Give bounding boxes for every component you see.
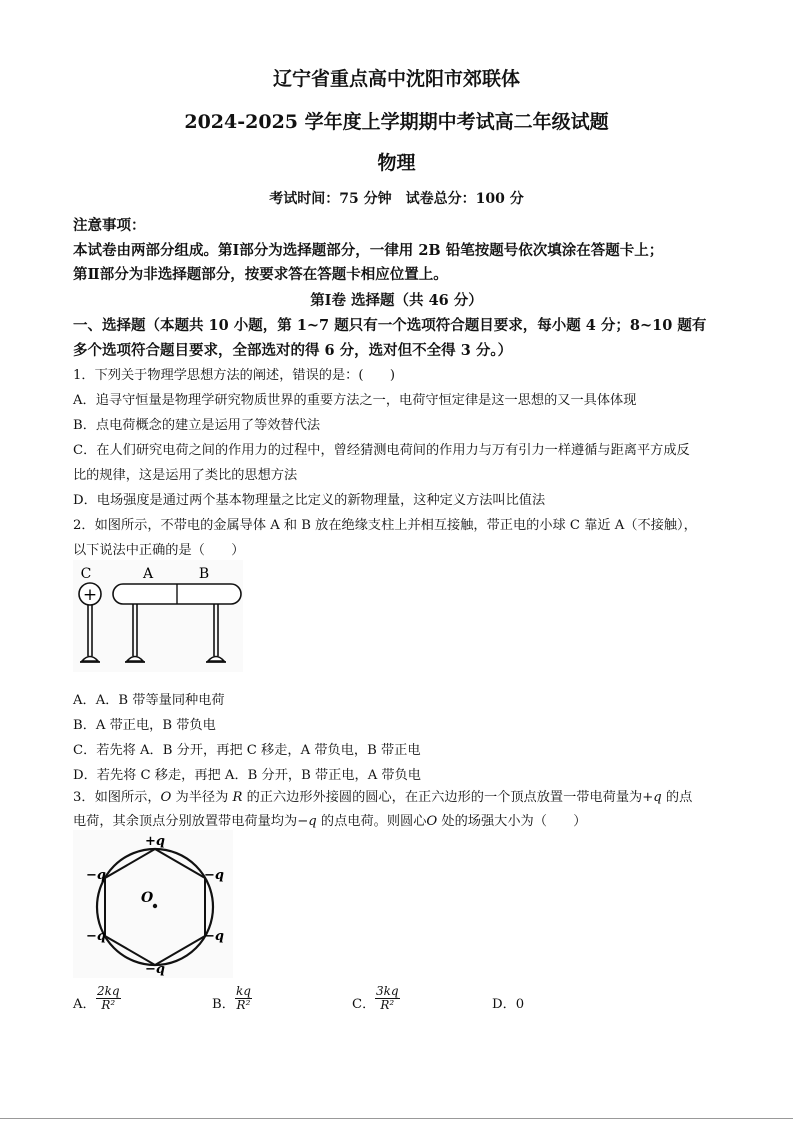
q1-option-c-line2: 比的规律，这是运用了类比的思想方法	[73, 468, 298, 483]
part1-title: 第Ⅰ卷 选择题（共 46 分）	[310, 292, 483, 309]
section-instructions-line1: 一、选择题（本题共 10 小题，第 1~7 题只有一个选项符合题目要求，每小题 4 分；8~10 题有	[73, 317, 707, 334]
q2-figure-conductors	[73, 560, 243, 672]
charge-upper-right: −q	[204, 868, 224, 883]
q3-option-c-label: C．	[352, 997, 376, 1012]
q1-stem: 1．下列关于物理学思想方法的阐述，错误的是：( )	[73, 368, 395, 383]
q1-option-c-line1: C．在人们研究电荷之间的作用力的过程中，曾经猜测电荷间的作用力与万有引力一样遵循与距离平方成反	[73, 443, 690, 458]
q3-option-a-label: A．	[73, 997, 96, 1012]
q3-option-b-label: B．	[212, 997, 235, 1012]
q1-option-b: B．点电荷概念的建立是运用了等效替代法	[73, 418, 321, 433]
exam-title-line2: 2024-2025 学年度上学期期中考试高二年级试题	[184, 111, 609, 133]
exam-time-info: 考试时间：75 分钟 试卷总分：100 分	[269, 191, 524, 207]
charge-lower-right: −q	[204, 929, 224, 944]
q1-option-a: A．追寻守恒量是物理学研究物质世界的重要方法之一，电荷守恒定律是这一思想的又一具体体现	[73, 393, 637, 408]
q3-option-b-fraction: $\frac{kq}{\text{R²}}$	[236, 984, 251, 1012]
q2-label-b: B	[198, 566, 210, 582]
q2-stem-line1: 2．如图所示，不带电的金属导体 A 和 B 放在绝缘支柱上并相互接触，带正电的小球 C 靠近 A（不接触），	[73, 518, 697, 533]
charge-lower-left: −q	[86, 929, 106, 944]
q2-option-a: A．A．B 带等量同种电荷	[73, 693, 225, 708]
q2-label-a: A	[142, 566, 154, 582]
notes-line2: 第Ⅱ部分为非选择题部分，按要求答在答题卡相应位置上。	[73, 266, 448, 283]
q2-option-c: C．若先将 A．B 分开，再把 C 移走，A 带负电，B 带正电	[73, 743, 421, 758]
notes-line1: 本试卷由两部分组成。第Ⅰ部分为选择题部分，一律用 2B 铅笔按题号依次填涂在答题卡上；	[73, 242, 664, 259]
section-instructions-line2: 多个选项符合题目要求，全部选对的得 6 分，选对但不全得 3 分。）	[73, 342, 513, 359]
charge-upper-left: −q	[86, 868, 106, 883]
q1-option-d: D．电场强度是通过两个基本物理量之比定义的新物理量，这种定义方法叫比值法	[73, 493, 546, 508]
q2-label-c: C	[80, 566, 92, 582]
q3-option-d: D．0	[492, 997, 525, 1012]
q3-stem-line2: 电荷，其余顶点分别放置带电荷量均为−q 的点电荷。则圆心O 处的场强大小为（ ）	[73, 814, 587, 829]
charge-bottom: −q	[145, 962, 165, 977]
q3-stem-line1: 3．如图所示，O 为半径为 R 的正六边形外接圆的圆心，在正六边形的一个顶点放置一带电荷量为+q 的点	[73, 790, 693, 805]
page-bottom-rule	[0, 1118, 793, 1119]
plus-sign-icon: +	[82, 585, 98, 605]
subject-title: 物理	[377, 152, 416, 174]
notes-title: 注意事项：	[73, 217, 146, 234]
center-label-o: O	[141, 890, 154, 906]
q2-stem-line2: 以下说法中正确的是（ ）	[73, 543, 245, 558]
exam-title-line1: 辽宁省重点高中沈阳市郊联体	[272, 68, 520, 90]
charge-top: +q	[145, 834, 165, 849]
q2-option-b: B．A 带正电，B 带负电	[73, 718, 216, 733]
q2-option-d: D．若先将 C 移走，再把 A．B 分开，B 带正电，A 带负电	[73, 768, 421, 783]
q3-option-a-fraction: $\frac{2kq}{\text{R²}}$	[97, 984, 120, 1012]
q3-figure-hexagon	[73, 830, 233, 978]
q3-option-c-fraction: $\frac{3kq}{\text{R²}}$	[376, 984, 399, 1012]
